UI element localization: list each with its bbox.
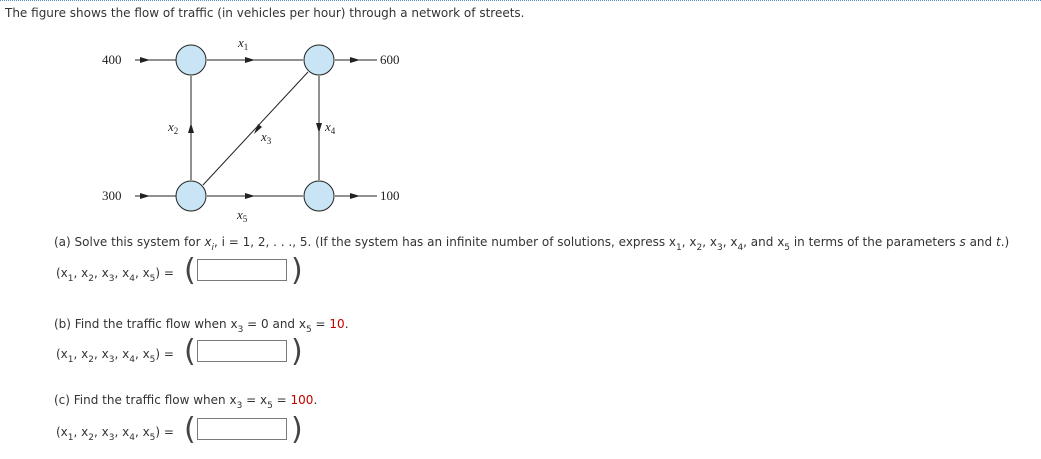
answer-c-input[interactable]: [197, 418, 287, 440]
var-x3: $x_3$: [261, 129, 272, 146]
paren-close-c: ): [291, 412, 303, 447]
intersection-top-left: [176, 45, 206, 75]
answer-b-input[interactable]: [197, 340, 287, 362]
tuple-label-b: ($x_1$, $x_2$, $x_3$, $x_4$, $x_5$) =: [56, 347, 174, 365]
street-x5-arrow: [245, 193, 255, 199]
outflow-600-arrow: [350, 57, 360, 63]
street-x4-arrow: [316, 123, 322, 133]
var-x5: $x_5$: [237, 207, 248, 224]
paren-open-b: (: [184, 334, 196, 369]
label-in-400: 400: [102, 52, 122, 67]
label-in-300: 300: [102, 188, 122, 203]
paren-close-a: ): [291, 253, 303, 288]
inflow-400-arrow: [140, 57, 150, 63]
inflow-300-arrow: [140, 193, 150, 199]
label-out-600: 600: [380, 52, 400, 67]
outflow-100-arrow: [350, 193, 360, 199]
question-b: (b) Find the traffic flow when $x_3 = 0$ and $x_5 = 10$.: [54, 317, 349, 335]
answer-a-input[interactable]: [197, 259, 287, 281]
intersection-bottom-left: [176, 181, 206, 211]
question-c: (c) Find the traffic flow when $x_3 = x_5 = 100$.: [54, 393, 318, 411]
tuple-label-c: ($x_1$, $x_2$, $x_3$, $x_4$, $x_5$) =: [56, 425, 174, 443]
tuple-label-a: ($x_1$, $x_2$, $x_3$, $x_4$, $x_5$) =: [56, 266, 174, 284]
intro-text: The figure shows the flow of traffic (in vehicles per hour) through a network of streets.: [5, 6, 525, 20]
var-x2: $x_2$: [168, 119, 179, 136]
street-x3: [203, 72, 308, 185]
paren-close-b: ): [291, 334, 303, 369]
question-a: (a) Solve this system for $x_i$, i = 1, 2, . . ., 5. (If the system has an infinite number of solutions, express $x_1$, $x_2$, $x_3$, $x_4$, and $x_5$ in terms of the parameters s and t.): [54, 235, 1010, 253]
intersection-top-right: [304, 45, 334, 75]
var-x1: $x_1$: [238, 35, 249, 52]
street-x1-arrow: [245, 57, 255, 63]
label-out-100: 100: [380, 188, 400, 203]
intersection-bottom-right: [304, 181, 334, 211]
street-x2-arrow: [188, 123, 194, 133]
paren-open-c: (: [184, 412, 196, 447]
var-x4: $x_4$: [325, 119, 336, 136]
paren-open-a: (: [184, 253, 196, 288]
